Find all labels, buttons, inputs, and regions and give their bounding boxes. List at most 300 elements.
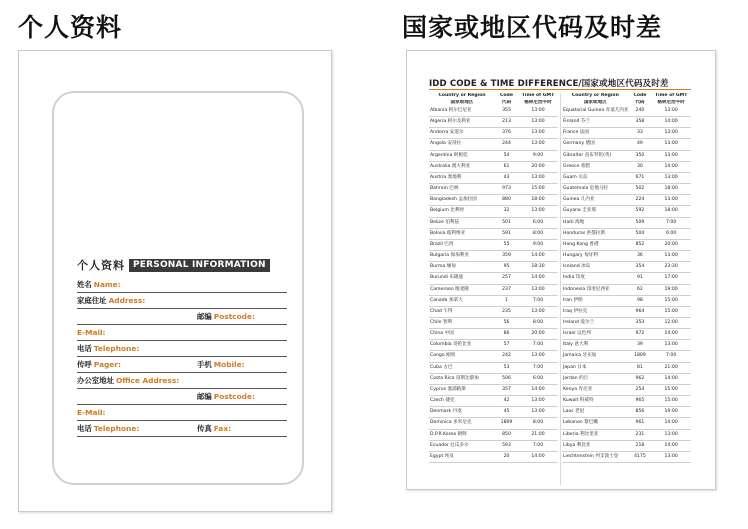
table-row — [562, 228, 691, 239]
country-cell: Bolivia 玻利维亚 — [429, 228, 495, 239]
code-cell: 224 — [629, 195, 652, 206]
code-cell: 81 — [629, 362, 652, 373]
office-address-label-en: Office Address: — [115, 376, 180, 385]
code-cell: 213 — [495, 117, 518, 128]
country-cell: Ireland 爱尔兰 — [562, 317, 629, 328]
country-cell: France 法国 — [562, 128, 629, 139]
personal-info-page — [18, 50, 332, 512]
table-row — [429, 396, 558, 407]
country-cell: Japan 日本 — [562, 362, 629, 373]
table-row — [562, 451, 691, 462]
country-cell: Australia 澳大利亚 — [429, 161, 495, 172]
idd-title-rule — [429, 89, 691, 90]
code-cell: 43 — [495, 172, 518, 183]
gmt-cell: 20:00 — [651, 239, 691, 250]
table-row — [429, 139, 558, 150]
rule-line — [77, 420, 287, 421]
email2-label-en: E-Mail: — [77, 408, 106, 417]
country-cell: Denmark 丹麦 — [429, 407, 495, 418]
country-cell: Albania 阿尔巴尼亚 — [429, 106, 495, 117]
gmt-cell: 15:00 — [651, 396, 691, 407]
code-cell: 240 — [629, 106, 652, 117]
address-label-en: Address: — [108, 296, 146, 305]
country-cell: Guinea 几内亚 — [562, 195, 629, 206]
code-cell: 973 — [495, 184, 518, 195]
rule-line — [77, 324, 287, 325]
gmt-cell: 13:00 — [651, 128, 691, 139]
code-cell: 237 — [495, 284, 518, 295]
code-cell: 254 — [629, 384, 652, 395]
code-cell: 32 — [495, 206, 518, 217]
country-cell: Indonesia 印度尼西亚 — [562, 284, 629, 295]
country-cell: Kuwait 科威特 — [562, 396, 629, 407]
table-row — [429, 351, 558, 362]
col-header-code-zh: 代码 — [501, 99, 512, 105]
table-row — [562, 306, 691, 317]
office-address-field[interactable] — [77, 375, 287, 387]
gmt-cell: 13:00 — [518, 396, 558, 407]
table-row — [429, 128, 558, 139]
gmt-cell: 9:00 — [518, 239, 558, 250]
country-cell: Angola 安哥拉 — [429, 139, 495, 150]
gmt-cell: 14:00 — [651, 440, 691, 451]
col-header-country-zh: 国家或地区 — [583, 99, 607, 105]
gmt-cell: 13:00 — [518, 106, 558, 117]
code-cell: 856 — [629, 407, 652, 418]
table-row — [562, 251, 691, 262]
gmt-cell: 14:00 — [651, 329, 691, 340]
country-cell: Ecuador 厄瓜多尔 — [429, 440, 495, 451]
country-cell: Israel 以色列 — [562, 329, 629, 340]
table-row — [562, 362, 691, 373]
country-cell: Germany 德国 — [562, 139, 629, 150]
table-row — [429, 217, 558, 228]
country-cell: India 印度 — [562, 273, 629, 284]
personal-info-title-en: PERSONAL INFORMATION — [129, 259, 270, 272]
table-row — [562, 329, 691, 340]
code-cell: 359 — [495, 251, 518, 262]
gmt-cell: 15:00 — [651, 306, 691, 317]
code-cell: 57 — [495, 340, 518, 351]
gmt-cell: 13:00 — [651, 451, 691, 462]
gmt-cell: 20:00 — [518, 161, 558, 172]
gmt-cell: 13:00 — [651, 150, 691, 161]
table-row — [429, 284, 558, 295]
table-row — [429, 262, 558, 273]
country-cell: Cameroon 喀麦隆 — [429, 284, 495, 295]
code-cell: 972 — [629, 329, 652, 340]
country-cell: Italy 意大利 — [562, 340, 629, 351]
rule-line — [77, 404, 287, 405]
gmt-cell: 13:00 — [518, 284, 558, 295]
postcode-label-en: Postcode: — [213, 312, 255, 321]
mobile-label-en: Mobile: — [213, 360, 245, 369]
telephone-label-en: Telephone: — [93, 344, 140, 353]
code-cell: 56 — [495, 317, 518, 328]
postcode2-label-en: Postcode: — [213, 392, 255, 401]
country-cell: Burma 缅甸 — [429, 262, 495, 273]
table-row — [562, 195, 691, 206]
telephone2-label-zh: 电话 — [77, 424, 92, 433]
column-divider — [560, 93, 561, 485]
idd-table-right — [562, 93, 691, 463]
table-row — [429, 273, 558, 284]
code-cell: 4175 — [629, 451, 652, 462]
table-row — [429, 440, 558, 451]
country-cell: Hungary 匈牙利 — [562, 251, 629, 262]
gmt-cell: 6:00 — [518, 217, 558, 228]
table-row — [562, 273, 691, 284]
personal-info-title — [77, 259, 270, 272]
gmt-cell: 7:00 — [651, 351, 691, 362]
country-cell: Belgium 比利时 — [429, 206, 495, 217]
country-cell: Congo 刚果 — [429, 351, 495, 362]
table-row — [429, 362, 558, 373]
code-cell: 964 — [629, 306, 652, 317]
country-cell: Lebanon 黎巴嫩 — [562, 418, 629, 429]
code-cell: 91 — [629, 273, 652, 284]
gmt-cell: 7:00 — [518, 362, 558, 373]
table-row — [562, 295, 691, 306]
table-row — [562, 407, 691, 418]
table-row — [429, 117, 558, 128]
gmt-cell: 6:00 — [518, 373, 558, 384]
table-row — [429, 106, 558, 117]
gmt-cell: 13:00 — [518, 128, 558, 139]
country-cell: Haiti 海地 — [562, 217, 629, 228]
gmt-cell: 18:00 — [651, 206, 691, 217]
country-cell: Laos 老挝 — [562, 407, 629, 418]
country-cell: Cuba 古巴 — [429, 362, 495, 373]
gmt-cell: 18:30 — [518, 262, 558, 273]
gmt-cell: 13:00 — [518, 172, 558, 183]
table-row — [429, 161, 558, 172]
telephone2-label-en: Telephone: — [93, 424, 140, 433]
table-row — [562, 418, 691, 429]
country-cell: Canada 加拿大 — [429, 295, 495, 306]
table-row — [562, 440, 691, 451]
table-row — [429, 429, 558, 440]
address-label-zh: 家庭住址 — [77, 296, 107, 305]
fax-label-en: Fax: — [213, 424, 232, 433]
idd-code-page — [406, 50, 716, 490]
country-cell: Iceland 冰岛 — [562, 262, 629, 273]
code-cell: 1 — [495, 295, 518, 306]
table-row — [562, 284, 691, 295]
col-header-gmt-zh: 格林尼治平时 — [657, 99, 685, 105]
code-cell: 86 — [495, 329, 518, 340]
gmt-cell: 14:00 — [518, 251, 558, 262]
country-cell: Algeria 阿尔及利亚 — [429, 117, 495, 128]
code-cell: 357 — [495, 384, 518, 395]
gmt-cell: 13:00 — [518, 407, 558, 418]
gmt-cell: 13:00 — [651, 172, 691, 183]
code-cell: 244 — [495, 139, 518, 150]
gmt-cell: 14:00 — [651, 117, 691, 128]
col-header-gmt-zh: 格林尼治平时 — [524, 99, 552, 105]
gmt-cell: 13:00 — [651, 139, 691, 150]
gmt-cell: 19:00 — [651, 284, 691, 295]
country-cell: Iran 伊朗 — [562, 295, 629, 306]
country-cell: Gibraltar 直布罗陀(英) — [562, 150, 629, 161]
code-cell: 45 — [495, 407, 518, 418]
table-row — [562, 150, 691, 161]
code-cell: 850 — [495, 429, 518, 440]
country-cell: Bulgaria 保加利亚 — [429, 251, 495, 262]
country-cell: Bangladesh 孟加拉国 — [429, 195, 495, 206]
code-cell: 593 — [495, 440, 518, 451]
code-cell: 39 — [629, 340, 652, 351]
table-row — [562, 206, 691, 217]
country-cell: Czech 捷克 — [429, 396, 495, 407]
table-row — [429, 206, 558, 217]
country-cell: Jamaica 牙买加 — [562, 351, 629, 362]
telephone-fax-row[interactable] — [77, 423, 287, 435]
gmt-cell: 18:00 — [651, 184, 691, 195]
gmt-cell: 13:00 — [651, 251, 691, 262]
table-row — [429, 195, 558, 206]
table-row — [429, 172, 558, 183]
country-cell: Equatorial Guinea 赤道几内亚 — [562, 106, 629, 117]
gmt-cell: 14:00 — [518, 273, 558, 284]
country-cell: Egypt 埃及 — [429, 451, 495, 462]
table-row — [562, 117, 691, 128]
gmt-cell: 14:00 — [651, 373, 691, 384]
idd-rows-left — [429, 106, 558, 463]
country-cell: Liechtenstein 列支敦士登 — [562, 451, 629, 462]
table-row — [562, 184, 691, 195]
personal-info-heading: 个人资料 — [18, 13, 123, 42]
mobile-label-zh: 手机 — [197, 360, 212, 369]
table-row — [429, 340, 558, 351]
code-cell: 42 — [495, 396, 518, 407]
country-cell: Austria 奥地利 — [429, 172, 495, 183]
gmt-cell: 15:00 — [651, 295, 691, 306]
idd-table-title: IDD CODE & TIME DIFFERENCE/国家或地区代码及时差 — [429, 79, 669, 89]
office-address-label-zh: 办公室地址 — [77, 376, 114, 385]
table-row — [429, 150, 558, 161]
gmt-cell: 13:00 — [518, 351, 558, 362]
pager-label-zh: 传呼 — [77, 360, 92, 369]
gmt-cell: 13:00 — [518, 206, 558, 217]
code-cell: 1809 — [629, 351, 652, 362]
country-cell: China 中国 — [429, 329, 495, 340]
code-cell: 355 — [495, 106, 518, 117]
country-cell: Finland 芬兰 — [562, 117, 629, 128]
name-label-en: Name: — [93, 280, 121, 289]
gmt-cell: 21:00 — [518, 429, 558, 440]
table-row — [429, 228, 558, 239]
rule-line — [77, 340, 287, 341]
table-row — [562, 217, 691, 228]
code-cell: 353 — [629, 317, 652, 328]
gmt-cell: 7:00 — [518, 440, 558, 451]
country-cell: Guam 关岛 — [562, 172, 629, 183]
col-header-gmt: Time of GMT — [654, 93, 688, 98]
code-cell: 961 — [629, 418, 652, 429]
postcode-field-2[interactable] — [77, 391, 287, 403]
table-row — [562, 317, 691, 328]
country-cell: Burundi 布隆迪 — [429, 273, 495, 284]
idd-rows-right — [562, 106, 691, 463]
code-cell: 242 — [495, 351, 518, 362]
country-cell: Argentina 阿根廷 — [429, 150, 495, 161]
gmt-cell: 14:00 — [518, 451, 558, 462]
code-cell: 591 — [495, 228, 518, 239]
name-field[interactable] — [77, 279, 287, 291]
code-cell: 358 — [629, 117, 652, 128]
email-field-2[interactable] — [77, 407, 287, 419]
gmt-cell: 8:00 — [518, 228, 558, 239]
gmt-cell: 8:00 — [518, 317, 558, 328]
code-cell: 30 — [629, 161, 652, 172]
code-cell: 235 — [495, 306, 518, 317]
name-label-zh: 姓名 — [77, 280, 92, 289]
table-row — [562, 384, 691, 395]
country-cell: Liberia 利比里亚 — [562, 429, 629, 440]
pager-label-en: Pager: — [93, 360, 121, 369]
country-cell: Hong Kong 香港 — [562, 239, 629, 250]
rule-line — [77, 436, 287, 437]
gmt-cell: 13:00 — [518, 117, 558, 128]
code-cell: 376 — [495, 128, 518, 139]
code-cell: 671 — [629, 172, 652, 183]
table-row — [562, 340, 691, 351]
table-row — [562, 128, 691, 139]
gmt-cell: 19:00 — [651, 407, 691, 418]
gmt-cell: 13:00 — [518, 306, 558, 317]
rule-line — [77, 308, 287, 309]
table-row — [562, 172, 691, 183]
gmt-cell: 6:00 — [651, 228, 691, 239]
col-header-code-zh: 代码 — [635, 99, 645, 105]
postcode2-label-zh: 邮编 — [197, 392, 212, 401]
country-cell: Colombia 哥伦比亚 — [429, 340, 495, 351]
table-row — [429, 373, 558, 384]
code-cell: 231 — [629, 429, 652, 440]
gmt-cell: 13:00 — [651, 340, 691, 351]
rule-line — [77, 292, 287, 293]
address-field[interactable] — [77, 295, 287, 307]
table-row — [562, 239, 691, 250]
gmt-cell: 14:00 — [651, 418, 691, 429]
code-cell: 509 — [629, 217, 652, 228]
col-header-country: Country or Region — [571, 93, 619, 98]
table-row — [429, 306, 558, 317]
table-row — [562, 351, 691, 362]
country-cell: Andorra 安道尔 — [429, 128, 495, 139]
col-header-code: Code — [500, 93, 513, 98]
country-cell: Guatemala 危地马拉 — [562, 184, 629, 195]
gmt-cell: 18:00 — [518, 195, 558, 206]
gmt-cell: 12:00 — [651, 317, 691, 328]
code-cell: 962 — [629, 373, 652, 384]
country-cell: Chad 乍得 — [429, 306, 495, 317]
country-cell: Honduras 洪都拉斯 — [562, 228, 629, 239]
gmt-cell: 14:00 — [651, 161, 691, 172]
code-cell: 592 — [629, 206, 652, 217]
idd-table-left — [429, 93, 558, 463]
personal-info-title-zh: 个人资料 — [77, 259, 125, 272]
table-row — [562, 373, 691, 384]
col-header-code: Code — [633, 93, 647, 98]
table-row — [429, 295, 558, 306]
code-cell: 61 — [495, 161, 518, 172]
gmt-cell: 17:00 — [651, 273, 691, 284]
code-cell: 504 — [629, 228, 652, 239]
table-row — [429, 184, 558, 195]
country-cell: Bahrain 巴林 — [429, 184, 495, 195]
table-row — [429, 407, 558, 418]
gmt-cell: 7:00 — [518, 295, 558, 306]
gmt-cell: 8:00 — [518, 418, 558, 429]
table-row — [429, 317, 558, 328]
table-row — [562, 429, 691, 440]
table-row — [562, 139, 691, 150]
email-label-en: E-Mail: — [77, 328, 106, 337]
table-row — [429, 251, 558, 262]
gmt-cell: 13:00 — [651, 106, 691, 117]
table-row — [429, 329, 558, 340]
gmt-cell: 15:00 — [651, 384, 691, 395]
rule-line — [77, 356, 287, 357]
gmt-cell: 13:00 — [651, 429, 691, 440]
code-cell: 501 — [495, 217, 518, 228]
country-cell: Kenya 肯尼亚 — [562, 384, 629, 395]
country-cell: Costa Rica 哥斯达黎加 — [429, 373, 495, 384]
code-cell: 33 — [629, 128, 652, 139]
col-header-country-zh: 国家或地区 — [450, 99, 474, 105]
table-row — [562, 106, 691, 117]
gmt-cell: 20:00 — [518, 329, 558, 340]
country-cell: Jordan 约旦 — [562, 373, 629, 384]
code-cell: 53 — [495, 362, 518, 373]
country-cell: Libya 利比亚 — [562, 440, 629, 451]
code-cell: 62 — [629, 284, 652, 295]
code-cell: 257 — [495, 273, 518, 284]
gmt-cell: 7:00 — [651, 217, 691, 228]
country-cell: Brazil 巴西 — [429, 239, 495, 250]
code-cell: 1809 — [495, 418, 518, 429]
country-cell: Belize 伯利兹 — [429, 217, 495, 228]
table-row — [429, 384, 558, 395]
gmt-cell: 13:00 — [651, 195, 691, 206]
table-row — [429, 418, 558, 429]
country-cell: Greece 希腊 — [562, 161, 629, 172]
code-cell: 218 — [629, 440, 652, 451]
code-cell: 54 — [495, 150, 518, 161]
code-cell: 55 — [495, 239, 518, 250]
pager-mobile-row[interactable] — [77, 359, 287, 371]
code-cell: 880 — [495, 195, 518, 206]
code-cell: 98 — [629, 295, 652, 306]
code-cell: 36 — [629, 251, 652, 262]
telephone-field[interactable] — [77, 343, 287, 355]
postcode-field[interactable] — [77, 311, 287, 323]
country-cell: Chile 智利 — [429, 317, 495, 328]
fax-label-zh: 传真 — [197, 424, 212, 433]
country-cell: Dominica 多米尼克 — [429, 418, 495, 429]
postcode-label-zh: 邮编 — [197, 312, 212, 321]
code-cell: 502 — [629, 184, 652, 195]
email-field[interactable] — [77, 327, 287, 339]
col-header-country: Country or Region — [438, 93, 486, 98]
table-row — [429, 451, 558, 462]
gmt-cell: 15:00 — [518, 184, 558, 195]
code-cell: 965 — [629, 396, 652, 407]
country-cell: Guyana 圭亚那 — [562, 206, 629, 217]
table-row — [562, 161, 691, 172]
